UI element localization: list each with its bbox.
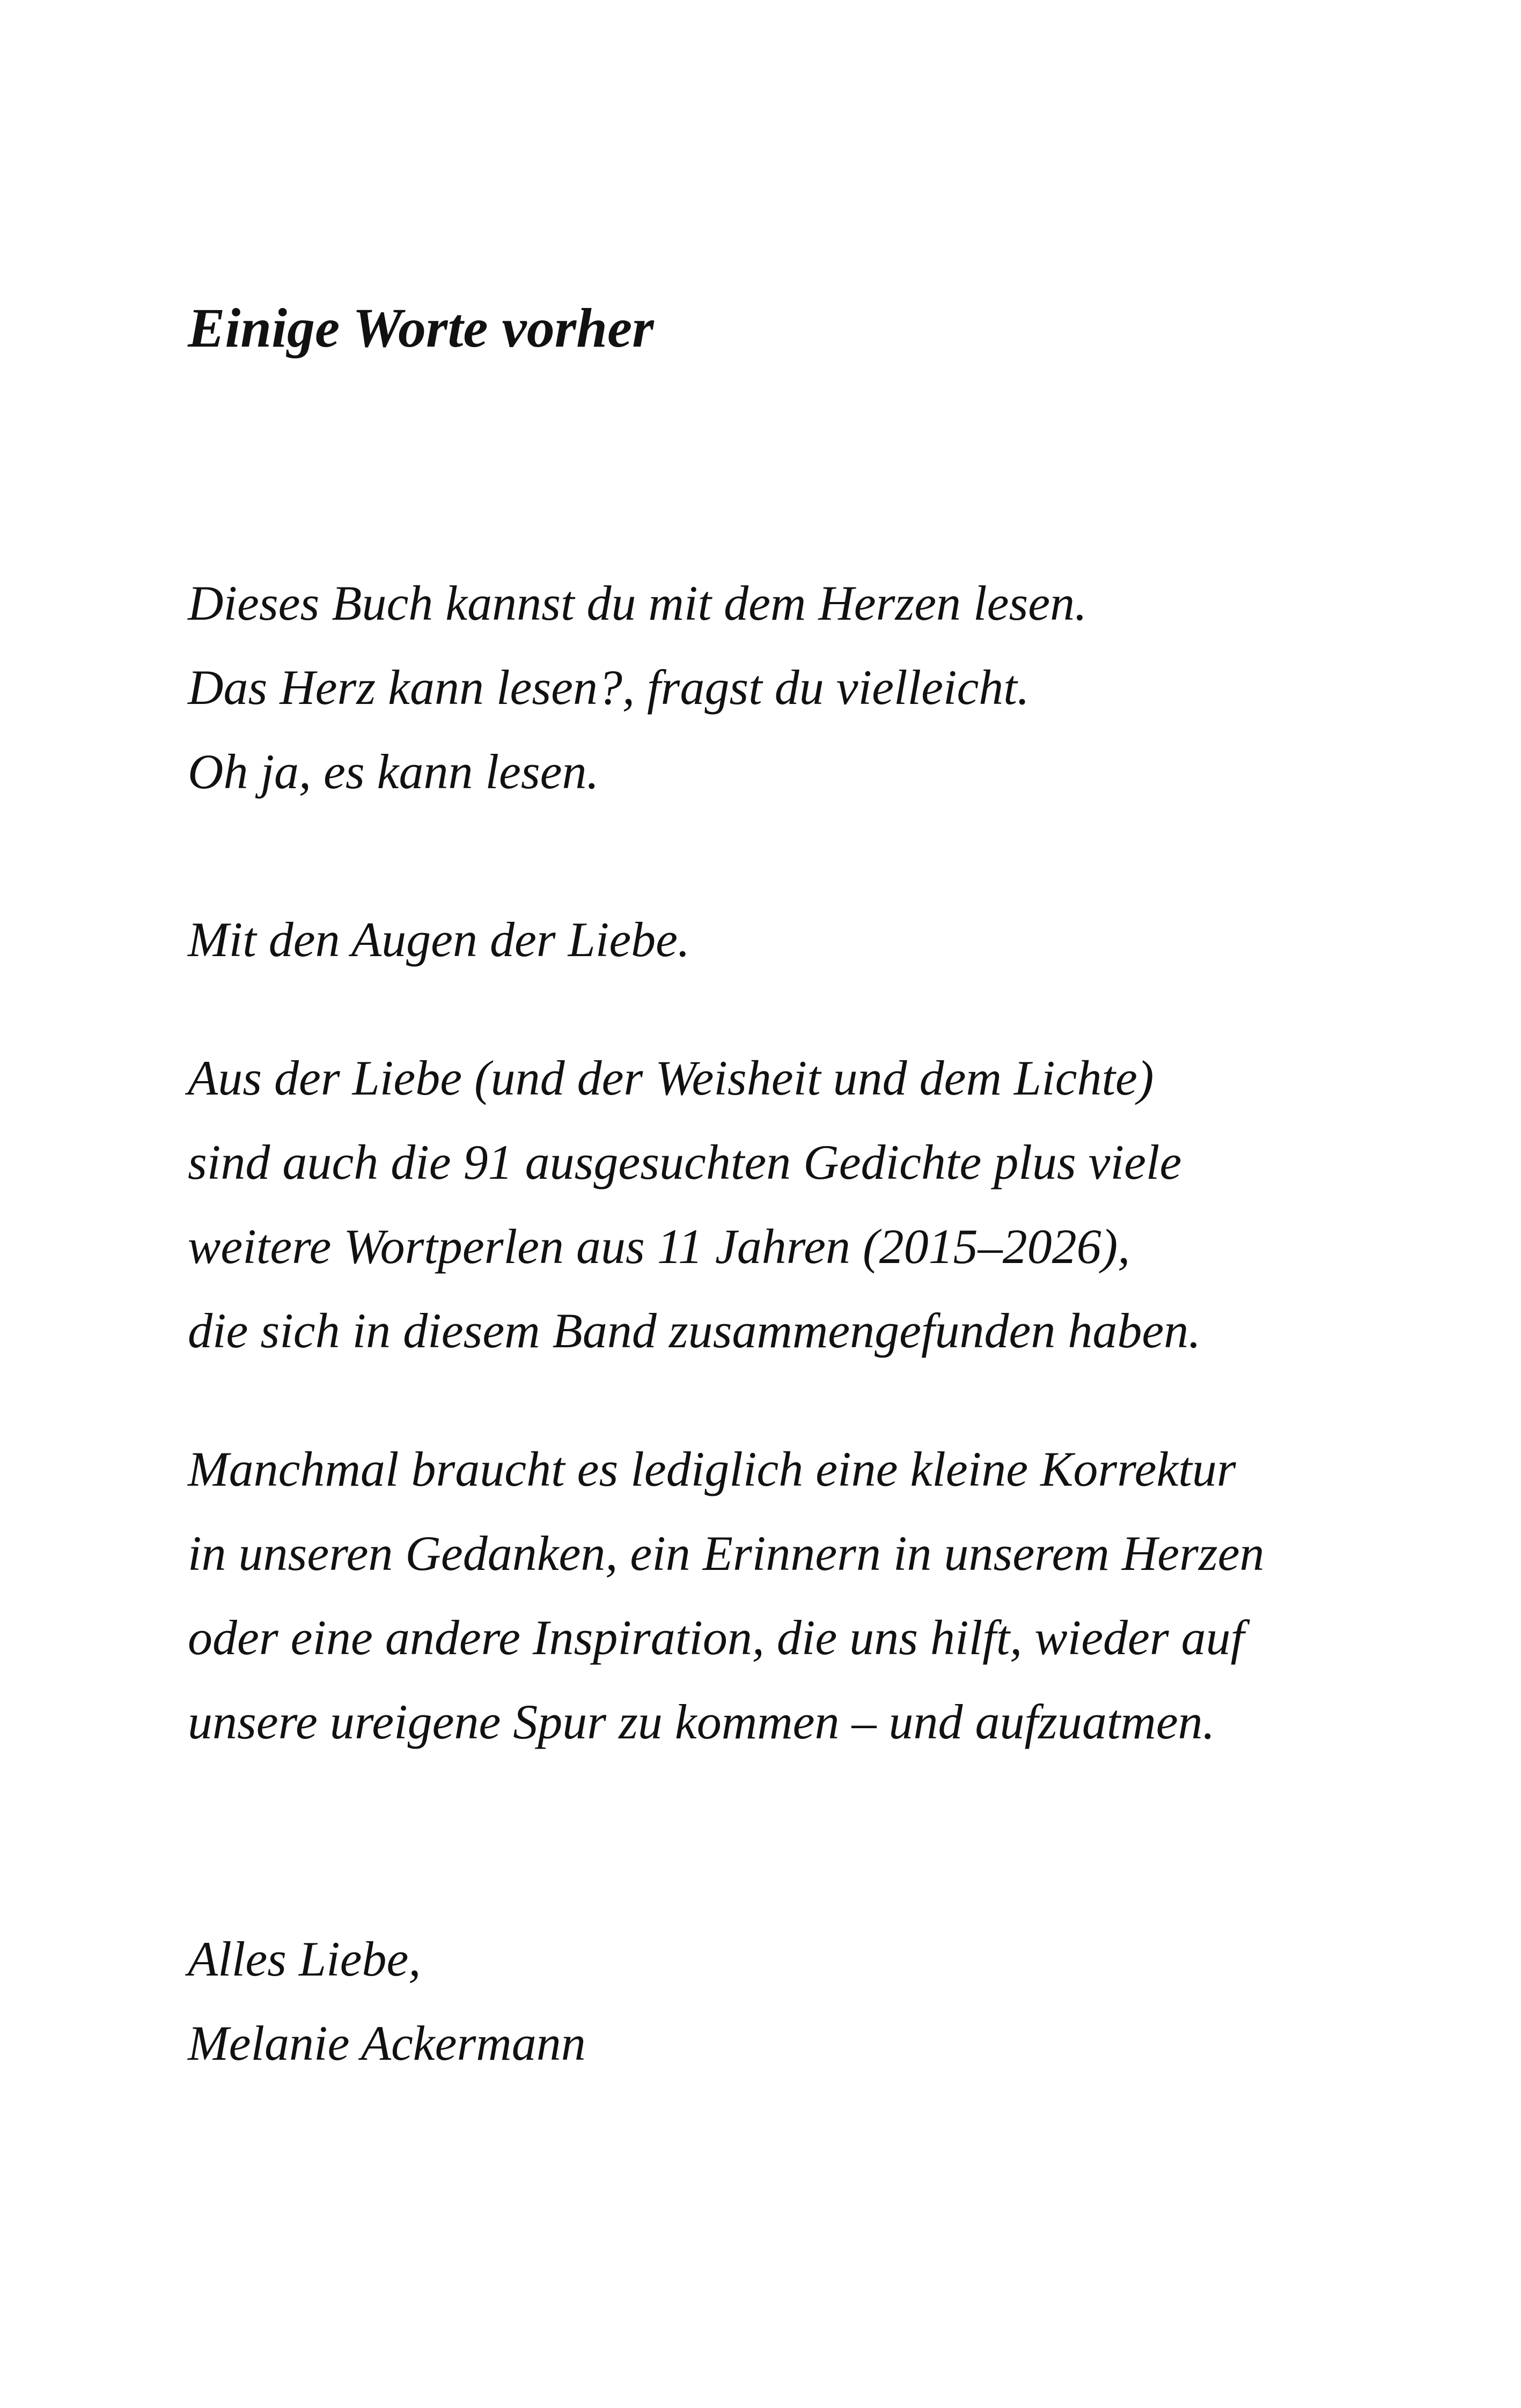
paragraph-3-line-3: weitere Wortperlen aus 11 Jahren (2015–2026), (188, 1219, 1130, 1274)
paragraph-1-line-1: Dieses Buch kannst du mit dem Herzen lesen. (188, 576, 1088, 630)
paragraph-2-line-1: Mit den Augen der Liebe. (188, 912, 690, 967)
paragraph-4-line-1: Manchmal braucht es lediglich eine kleine Korrektur (188, 1442, 1236, 1496)
paragraph-3-line-1: Aus der Liebe (und der Weisheit und dem Lichte) (188, 1051, 1154, 1105)
paragraph-3-line-2: sind auch die 91 ausgesuchten Gedichte plus viele (188, 1135, 1182, 1190)
paragraph-3-line-4: die sich in diesem Band zusammengefunden haben. (188, 1303, 1201, 1358)
paragraph-1-line-3: Oh ja, es kann lesen. (188, 744, 599, 799)
paragraph-4-line-2: in unseren Gedanken, ein Erinnern in unserem Herzen (188, 1526, 1265, 1581)
page-title: Einige Worte vorher (188, 297, 654, 359)
paragraph-1-line-2: Das Herz kann lesen?, fragst du vielleicht. (188, 660, 1030, 715)
paragraph-4-line-4: unsere ureigene Spur zu kommen – und aufzuatmen. (188, 1694, 1215, 1749)
paragraph-4-line-3: oder eine andere Inspiration, die uns hilft, wieder auf (188, 1610, 1245, 1665)
author-signature: Melanie Ackermann (188, 2016, 586, 2071)
closing-greeting: Alles Liebe, (188, 1932, 421, 1986)
